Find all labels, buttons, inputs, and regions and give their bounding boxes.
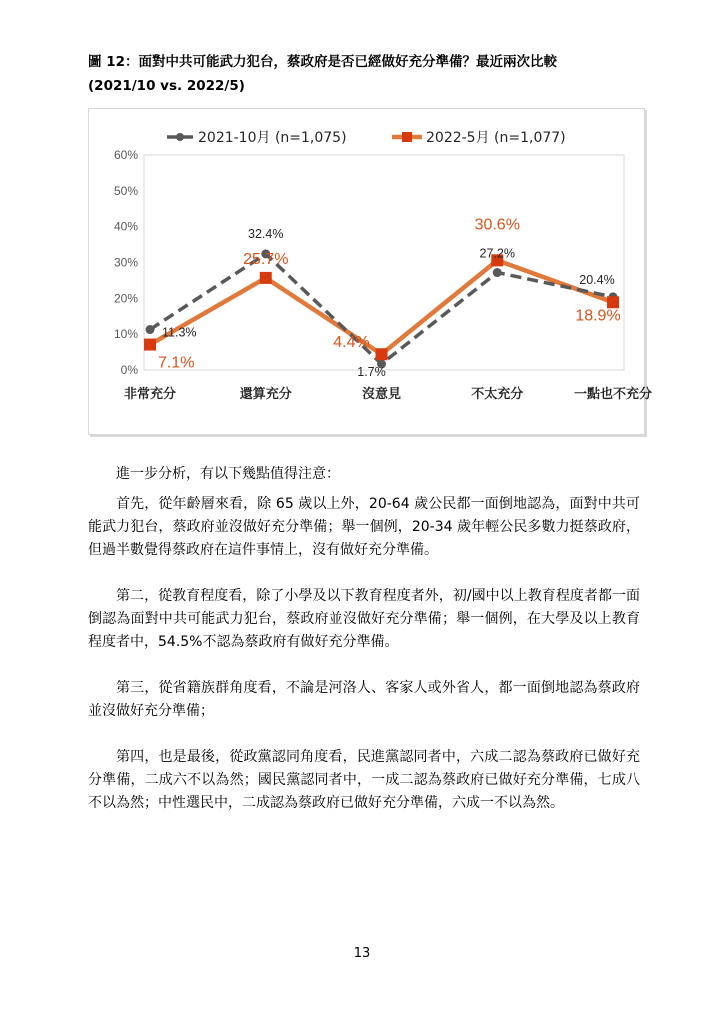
point-2021 xyxy=(493,268,502,277)
x-category-label: 一點也不充分 xyxy=(573,387,653,402)
figure-caption xyxy=(88,50,648,98)
y-tick-label: 20% xyxy=(113,291,138,306)
series-line-2022 xyxy=(150,260,613,354)
analysis-point-education: 第二，從教育程度看，除了小學及以下教育程度者外，初/國中以上教育程度者都一面倒認為面對中共可能武力犯台，蔡政府並沒做好充分準備；舉一個例，在大學及以上教育程度者中，54.5%不認為蔡政府有做好充分準備。 xyxy=(88,588,640,650)
analysis-point-age: 首先，從年齡層來看，除 65 歲以上外，20-64 歲公民都一面倒地認為，面對中共可能武力犯台，蔡政府並沒做好充分準備；舉一個例，20-34 歲年輕公民多數力挺蔡政府，但過半數覺得蔡政府在這件事情上，沒有做好充分準備。 xyxy=(88,496,640,558)
legend-label-2021: 2021-10月 (n=1,075) xyxy=(198,130,347,146)
data-label-2022: 7.1% xyxy=(158,354,195,372)
figure-caption-title: 圖 12：面對中共可能武力犯台，蔡政府是否已經做好充分準備？最近兩次比較 xyxy=(88,54,557,70)
data-label-2022: 25.7% xyxy=(243,250,289,268)
point-2022 xyxy=(376,348,388,360)
x-category-label: 還算充分 xyxy=(239,387,292,402)
x-category-label: 不太充分 xyxy=(471,387,524,402)
analysis-point-ethnicity: 第三，從省籍族群角度看，不論是河洛人、客家人或外省人，都一面倒地認為蔡政府並沒做好充分準備； xyxy=(88,680,640,719)
analysis-text xyxy=(88,463,640,838)
y-tick-label: 30% xyxy=(113,255,138,270)
legend-label-2022: 2022-5月 (n=1,077) xyxy=(426,130,566,146)
point-2022 xyxy=(144,339,156,351)
x-category-label: 非常充分 xyxy=(123,387,177,402)
data-label-2022: 18.9% xyxy=(575,307,621,325)
legend-marker-2022 xyxy=(402,132,412,142)
y-tick-label: 40% xyxy=(113,219,138,234)
data-label-2022: 30.6% xyxy=(474,216,520,234)
series-line-2021 xyxy=(150,254,613,364)
legend-marker-2021 xyxy=(176,133,184,141)
data-label-2022: 4.4% xyxy=(333,334,370,352)
y-tick-label: 60% xyxy=(113,148,138,162)
analysis-point-party: 第四，也是最後，從政黨認同角度看，民進黨認同者中，六成二認為蔡政府已做好充分準備，二成六不以為然；國民黨認同者中，一成二認為蔡政府已做好充分準備，七成八不以為然；中性選民中，二成認為蔡政府已做好充分準備，六成一不以為然。 xyxy=(88,749,640,811)
y-tick-label: 0% xyxy=(120,363,138,377)
analysis-intro: 進一步分析，有以下幾點值得注意： xyxy=(116,466,340,482)
plot-area xyxy=(144,155,624,370)
line-chart xyxy=(89,109,653,434)
y-tick-label: 10% xyxy=(113,327,138,342)
data-label-2021: 11.3% xyxy=(162,325,197,340)
point-2021 xyxy=(146,325,155,334)
y-tick-label: 50% xyxy=(113,183,138,198)
page-number: 13 xyxy=(353,946,371,961)
data-label-2021: 1.7% xyxy=(357,364,386,379)
figure-caption-dates: (2021/10 vs. 2022/5) xyxy=(88,78,245,94)
line-chart-panel xyxy=(88,108,653,435)
data-label-2021: 20.4% xyxy=(579,272,615,287)
x-category-label: 沒意見 xyxy=(361,387,402,402)
data-label-2021: 27.2% xyxy=(479,246,515,261)
point-2022 xyxy=(260,272,272,284)
data-label-2021: 32.4% xyxy=(248,226,284,241)
